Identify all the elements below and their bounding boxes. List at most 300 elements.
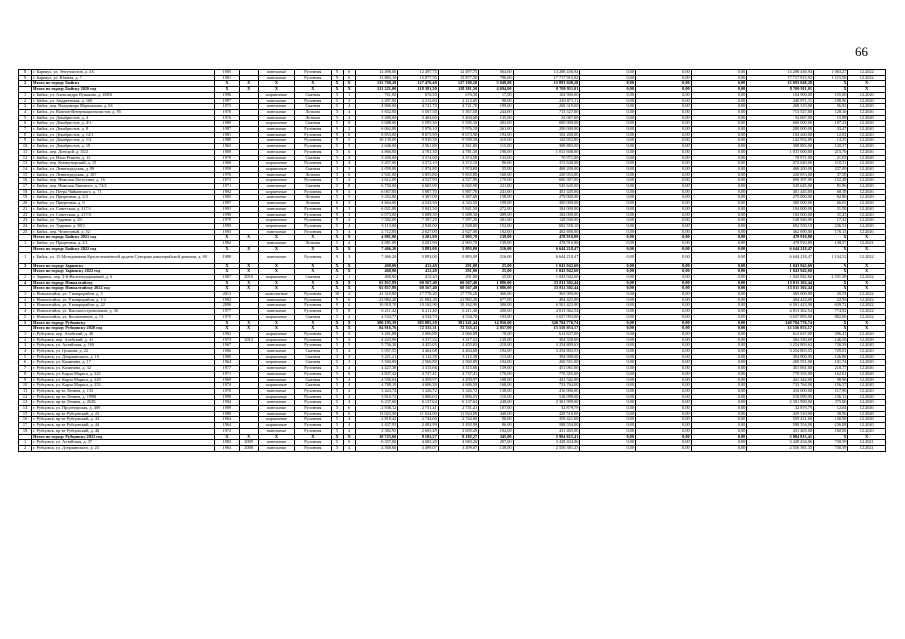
table-cell: 1 063,27 [814, 70, 848, 76]
table-cell: 194,00 [479, 349, 513, 355]
table-cell: кирпичные [258, 218, 294, 224]
table-cell: Рулонная [295, 229, 331, 235]
table-cell: 1967 [215, 343, 239, 349]
table-cell: 6 211,40 [438, 309, 478, 315]
table-cell: Скатная [295, 349, 331, 355]
table-cell: 12.2020 [848, 144, 886, 150]
table-cell: 0,00 [635, 92, 691, 98]
table-cell: 10 [19, 383, 32, 389]
table-cell: Рулонная [295, 406, 331, 412]
table-cell: 0,00 [635, 343, 691, 349]
table-cell: 1985 [215, 70, 239, 76]
table-cell: 81,86 [814, 184, 848, 190]
table-cell: Рулонная [295, 331, 331, 337]
table-cell: 12.2021 [848, 440, 886, 446]
table-cell: 1999 [215, 223, 239, 229]
table-cell: 0,00 [691, 155, 747, 161]
table-cell: 494 423,00 [513, 297, 580, 303]
table-cell: 9 [331, 127, 343, 133]
table-cell: X [343, 87, 355, 93]
table-cell: 0,00 [635, 371, 691, 377]
table-cell: 8 182,27 [398, 434, 438, 440]
table-cell: 12.2022 [848, 309, 886, 315]
table-cell: 289,00 [479, 212, 513, 218]
table-cell: 410,00 [479, 138, 513, 144]
table-cell: 12.2022 [848, 75, 886, 81]
table-cell: 9 [331, 303, 343, 309]
table-cell: 160,06 [814, 428, 848, 434]
table-cell: 0,00 [635, 246, 691, 252]
table-cell: 12.2022 [848, 252, 886, 263]
table-cell: 15 811 302,44 [747, 286, 814, 292]
table-cell: 162,61 [814, 371, 848, 377]
table-cell: 0,00 [691, 178, 747, 184]
table-cell: 401 445,00 [513, 189, 580, 195]
table-cell: 0,00 [580, 297, 636, 303]
table-cell: 0,00 [691, 115, 747, 121]
table-cell: 1980 [215, 121, 239, 127]
table-cell: 0,00 [635, 201, 691, 207]
table-cell: 17 776,20 [398, 292, 438, 298]
table-cell: 4 813 362,54 [513, 309, 580, 315]
table-cell: 12.2020 [848, 172, 886, 178]
table-cell: 1996 [215, 92, 239, 98]
table-cell: 0,00 [580, 212, 636, 218]
table-cell: Рулонная [295, 70, 331, 76]
table-cell: Рулонная [295, 252, 331, 263]
table-cell: 0,00 [635, 127, 691, 133]
table-cell: 2 928,00 [438, 223, 478, 229]
table-cell: панельные [258, 297, 294, 303]
table-cell: 0,00 [635, 121, 691, 127]
table-cell: 3 [343, 252, 355, 263]
table-cell: 0,00 [580, 331, 636, 337]
table-cell: 5 [331, 98, 343, 104]
table-cell: 6 644 218,47 [747, 246, 814, 252]
table-cell: 375,06 [814, 400, 848, 406]
table-cell: Рулонная [295, 297, 331, 303]
table-cell: 0,00 [691, 286, 747, 292]
table-cell: 0,00 [580, 252, 636, 263]
table-cell: X [343, 263, 355, 269]
table-cell: X [331, 286, 343, 292]
table-cell: панельные [258, 144, 294, 150]
table-cell: 5 [331, 229, 343, 235]
table-cell: 5 888,30 [398, 212, 438, 218]
table-cell: 5 [331, 331, 343, 337]
table-cell: 207,00 [479, 440, 513, 446]
table-cell: 7 397,20 [438, 218, 478, 224]
table-cell: 304 330,60 [747, 337, 814, 343]
table-cell: 4 543,50 [398, 201, 438, 207]
table-cell: 600 000,00 [513, 121, 580, 127]
table-cell: 564,00 [479, 70, 513, 76]
table-cell: г. Бийск, пер. Донской, д. 35/2 [32, 149, 215, 155]
table-cell: 0,00 [635, 400, 691, 406]
table-cell: Итого по городу Бийску 2020 год [32, 87, 215, 93]
table-cell: 372 640,00 [513, 161, 580, 167]
table-cell: 478 910,80 [513, 241, 580, 247]
table-cell: г. Рубцовск, пр-кт Рубцовский, д. 44 [32, 423, 215, 429]
table-cell: 416 000,00 [747, 388, 814, 394]
table-cell: 72 335,31 [438, 326, 478, 332]
table-cell: 2 560,89 [398, 360, 438, 366]
table-cell: г. Новоалтайск, ул. 8 микрорайон, д. 22 [32, 303, 215, 309]
table-cell: 431 465,00 [513, 428, 580, 434]
table-cell: 0,00 [580, 320, 636, 326]
table-cell: 4 [343, 388, 355, 394]
table-cell: 4 813 362,54 [747, 309, 814, 315]
table-cell: X [295, 434, 331, 440]
table-cell: г. Бийск, ул. Петра Чайковского, д. 71 [32, 189, 215, 195]
table-cell: X [215, 320, 239, 326]
table-cell: 1 043 942,60 [513, 263, 580, 269]
table-cell: 0,00 [580, 303, 636, 309]
page-number: 66 [855, 44, 868, 59]
table-cell: 3 428 434,06 [747, 440, 814, 446]
table-cell: 1971 [215, 184, 239, 190]
table-cell: г. Бийск, ул. Ленинградская, д. 89 [32, 166, 215, 172]
table-cell: 0,00 [691, 314, 747, 320]
table-cell: 70 971,00 [513, 155, 580, 161]
table-cell: 200,00 [479, 309, 513, 315]
table-cell: 0,00 [691, 132, 747, 138]
table-cell: 5 [343, 138, 355, 144]
table-cell: Итого по городу Бийску [32, 81, 215, 87]
table-cell: X [331, 246, 343, 252]
table-cell: 54 067,00 [747, 115, 814, 121]
table-cell: 4 459,97 [398, 377, 438, 383]
table-cell: 8 [343, 121, 355, 127]
table-cell: панельные [258, 127, 294, 133]
table-cell: 518 099,00 [747, 394, 814, 400]
table-cell: панельные [258, 343, 294, 349]
table-cell: 272,00 [479, 206, 513, 212]
table-cell: панельные [258, 411, 294, 417]
table-cell: Рулонная [295, 446, 331, 452]
table-cell: 5 [331, 184, 343, 190]
table-cell: 32 879,79 [513, 406, 580, 412]
table-cell: 0,00 [635, 417, 691, 423]
table-cell: 6 [343, 149, 355, 155]
table-cell: г. Бийск, пер. Николая Липового, д. 74/2 [32, 184, 215, 190]
table-cell: 1992 [215, 297, 239, 303]
table-cell: X [848, 87, 886, 93]
table-cell: панельные [258, 70, 294, 76]
table-cell: 8 673,90 [438, 132, 478, 138]
table-cell: 1992 [215, 189, 239, 195]
table-cell: X [331, 81, 343, 87]
table-cell: кирпичные [258, 383, 294, 389]
table-cell: 203,00 [479, 121, 513, 127]
table-cell: 10 162,90 [438, 303, 478, 309]
table-cell: 7 [19, 366, 32, 372]
table-cell: X [814, 81, 848, 87]
table-cell: 3 806,03 [438, 394, 478, 400]
table-cell: 149,57 [814, 241, 848, 247]
table-cell: Рулонная [295, 223, 331, 229]
table-cell: панельные [258, 149, 294, 155]
table-cell: 1982 [215, 241, 239, 247]
table-cell: 216,00 [479, 252, 513, 263]
table-cell: 3 254 803,55 [747, 349, 814, 355]
table-cell: 1983 [215, 440, 239, 446]
table-cell: Рулонная [295, 189, 331, 195]
table-cell: 12.2020 [848, 428, 886, 434]
table-cell: X [848, 269, 886, 275]
table-cell: 0,00 [691, 75, 747, 81]
table-cell: 0,00 [635, 172, 691, 178]
table-cell: кирпичные [258, 223, 294, 229]
table-cell: 0,00 [580, 189, 636, 195]
table-cell: 25 [19, 229, 32, 235]
table-cell: Скатная [295, 104, 331, 110]
table-cell: 2 905,70 [438, 241, 478, 247]
table-cell: г. Заринск, пер. 3-й Железнодорожный, д. 6 [32, 274, 215, 280]
table-cell: 340 784 776,74 [747, 320, 814, 326]
table-cell: 796,00 [479, 75, 513, 81]
table-cell: 1988 [215, 411, 239, 417]
table-cell: 1973 [215, 337, 239, 343]
table-cell: 9 [331, 189, 343, 195]
table-cell: 0,00 [691, 417, 747, 423]
table-cell: 5 855,80 [438, 172, 478, 178]
table-cell: 0,00 [691, 406, 747, 412]
table-cell: 4 368,60 [355, 446, 397, 452]
table-cell: 1969 [215, 377, 239, 383]
table-cell: 1994 [215, 400, 239, 406]
table-cell: 676,50 [398, 92, 438, 98]
table-cell: 12.2022 [848, 297, 886, 303]
table-cell: Лоткова [295, 201, 331, 207]
table-cell: 188,00 [479, 377, 513, 383]
table-cell: 5 567,50 [398, 109, 438, 115]
table-cell: 12.2020 [848, 138, 886, 144]
table-cell: г. Рубцовск, ул. Карла Маркса, д. 233 [32, 383, 215, 389]
table-cell: X [215, 263, 239, 269]
table-cell: 15 877,50 [398, 75, 438, 81]
table-cell: 0,00 [580, 274, 636, 280]
table-cell: 0,00 [635, 269, 691, 275]
table-cell: 3 367,00 [438, 195, 478, 201]
table-cell: 0,00 [635, 320, 691, 326]
table-cell: 8 182,27 [438, 434, 478, 440]
table-cell: 12.2020 [848, 354, 886, 360]
table-cell: 1987 [215, 127, 239, 133]
table-cell: 0,00 [691, 149, 747, 155]
table-cell: 0,00 [580, 309, 636, 315]
table-cell: Скатная [295, 121, 331, 127]
table-cell: 3 [19, 104, 32, 110]
table-cell: X [295, 326, 331, 332]
table-cell: 159,00 [479, 366, 513, 372]
table-cell: 0,00 [691, 218, 747, 224]
table-cell: 6 [343, 172, 355, 178]
table-cell: 127 100,20 [438, 81, 478, 87]
table-cell: панельные [258, 201, 294, 207]
table-cell: 3 404,60 [438, 115, 478, 121]
table-cell: 612 637,00 [747, 331, 814, 337]
table-cell: 9 [331, 132, 343, 138]
table-cell: 6 501 423,90 [513, 303, 580, 309]
table-cell: 733 764,00 [747, 383, 814, 389]
table-cell: 0,00 [580, 314, 636, 320]
table-cell: 5 [331, 121, 343, 127]
table-cell: 107,00 [479, 406, 513, 412]
table-cell: 0,00 [580, 127, 636, 133]
table-cell: 0,00 [691, 87, 747, 93]
table-cell: 5 756,30 [355, 343, 397, 349]
table-cell: 6 644 218,47 [513, 246, 580, 252]
table-cell: 0,00 [635, 241, 691, 247]
table-row [19, 252, 886, 263]
table-cell: X [343, 81, 355, 87]
table-cell: 4 694,00 [479, 87, 513, 93]
table-cell: 2 [19, 337, 32, 343]
table-cell: 12.2020 [848, 149, 886, 155]
table-cell: панельные [258, 303, 294, 309]
table-cell: 0,00 [580, 166, 636, 172]
table-cell: 0,00 [691, 320, 747, 326]
table-cell: 0,00 [635, 70, 691, 76]
table-cell: 468 200,00 [513, 166, 580, 172]
table-cell: г. Бийск, ул. Александра Пушкина, д. 188/6 [32, 92, 215, 98]
table-cell: кирпичные [258, 178, 294, 184]
table-cell: 291,00 [438, 269, 478, 275]
table-cell: 5 [331, 388, 343, 394]
table-cell: 4 455,05 [398, 343, 438, 349]
table-cell: 130,98 [814, 417, 848, 423]
table-cell: 9 939,30 [438, 138, 478, 144]
table-cell: 4 534,70 [398, 314, 438, 320]
table-cell: 3 374,00 [438, 155, 478, 161]
table-cell: 12.2020 [848, 109, 886, 115]
table-cell: 0,00 [691, 92, 747, 98]
table-cell: 0,00 [580, 206, 636, 212]
table-cell: 4 [343, 314, 355, 320]
table-cell: 4 423,90 [355, 337, 397, 343]
table-cell: 5 841,50 [438, 206, 478, 212]
table-cell: Скатная [295, 166, 331, 172]
table-cell: 2 646,00 [355, 144, 397, 150]
table-cell: панельные [258, 75, 294, 81]
table-cell: 2 [19, 446, 32, 452]
table-cell: г. Бийск, ул. Советская, д. 217/2 [32, 212, 215, 218]
table-cell: 0,00 [691, 241, 747, 247]
table-cell: 5 [331, 377, 343, 383]
table-cell: 639,72 [814, 303, 848, 309]
table-cell: 60 567,40 [398, 286, 438, 292]
table-cell: 0,00 [635, 223, 691, 229]
table-cell: 1 [19, 241, 32, 247]
table-cell: 152,48 [814, 178, 848, 184]
table-cell: 0,00 [580, 195, 636, 201]
table-cell: 236,53 [814, 223, 848, 229]
table-cell: 6 062,00 [355, 127, 397, 133]
table-cell: X [331, 269, 343, 275]
table-cell: 0,00 [580, 434, 636, 440]
table-cell: Рулонная [295, 206, 331, 212]
table-cell: X [331, 235, 343, 241]
table-cell: 279 000,00 [747, 195, 814, 201]
table-cell: 1 043 942,60 [747, 263, 814, 269]
table-cell: 260 551,00 [513, 360, 580, 366]
table-cell: X [331, 87, 343, 93]
table-cell: панельные [258, 132, 294, 138]
table-cell: 3 [19, 343, 32, 349]
table-cell: 86,00 [479, 423, 513, 429]
table-cell: 0,00 [691, 343, 747, 349]
table-cell: 3 499,07 [398, 446, 438, 452]
table-cell: 381 341,44 [438, 320, 478, 326]
table-cell: г. Рубцовск, ул. Алтайская, д. 37 [32, 440, 215, 446]
table-cell: 8 769 911,01 [513, 87, 580, 93]
table-cell: 22 310,80 [355, 292, 397, 298]
table-cell: X [848, 320, 886, 326]
table-cell: 5 [331, 223, 343, 229]
table-cell: 3 [343, 354, 355, 360]
table-cell: 4 866,00 [355, 149, 397, 155]
table-cell: 25,00 [479, 269, 513, 275]
table-cell: 4 721,70 [398, 104, 438, 110]
table-cell: Рулонная [295, 178, 331, 184]
table-cell: 104 900,00 [747, 92, 814, 98]
table-cell: 0,00 [691, 161, 747, 167]
table-cell: 5 [19, 314, 32, 320]
table-cell: 588 554,00 [513, 423, 580, 429]
table-cell: 730,59 [814, 440, 848, 446]
table-cell: г. Бийск, ул. Декабристов, д. 8 [32, 127, 215, 133]
table-cell: 0,00 [635, 274, 691, 280]
table-cell: Рулонная [295, 388, 331, 394]
table-cell: 17 717 915,92 [747, 75, 814, 81]
table-cell: 12.2020 [848, 155, 886, 161]
table-cell: X [814, 320, 848, 326]
table-cell: 0,00 [580, 269, 636, 275]
table-cell: 0,00 [691, 434, 747, 440]
table-cell: 98,00 [479, 98, 513, 104]
table-cell: 291,00 [438, 263, 478, 269]
table-cell: 468 200,00 [747, 166, 814, 172]
table-cell: X [239, 246, 258, 252]
table-cell: 6 [343, 371, 355, 377]
table-cell: 2006 [215, 303, 239, 309]
table-cell: 268 319,00 [747, 104, 814, 110]
table-cell: 0,00 [580, 286, 636, 292]
table-cell: X [239, 235, 258, 241]
table-cell: 3 [343, 201, 355, 207]
table-cell: 4 [19, 349, 32, 355]
table-cell: 0,00 [691, 263, 747, 269]
table-cell: 478 910,80 [747, 235, 814, 241]
table-cell: 5 [331, 349, 343, 355]
table-cell: 1 043 942,60 [513, 274, 580, 280]
table-cell: 5 [331, 144, 343, 150]
table-cell: 4 [19, 309, 32, 315]
table-cell: кирпичные [258, 417, 294, 423]
table-cell: 22 [19, 212, 32, 218]
table-cell: 2 560,89 [438, 360, 478, 366]
table-cell: 1973 [215, 178, 239, 184]
table-cell: 5 976,10 [398, 127, 438, 133]
table-cell: 6 237,60 [355, 400, 397, 406]
table-cell: Лоткова [295, 195, 331, 201]
table-cell: 98,96 [814, 377, 848, 383]
table-cell: 4 [19, 280, 32, 286]
table-cell: X [295, 320, 331, 326]
table-cell: 5 984 815,41 [513, 434, 580, 440]
table-cell: 5 [331, 161, 343, 167]
